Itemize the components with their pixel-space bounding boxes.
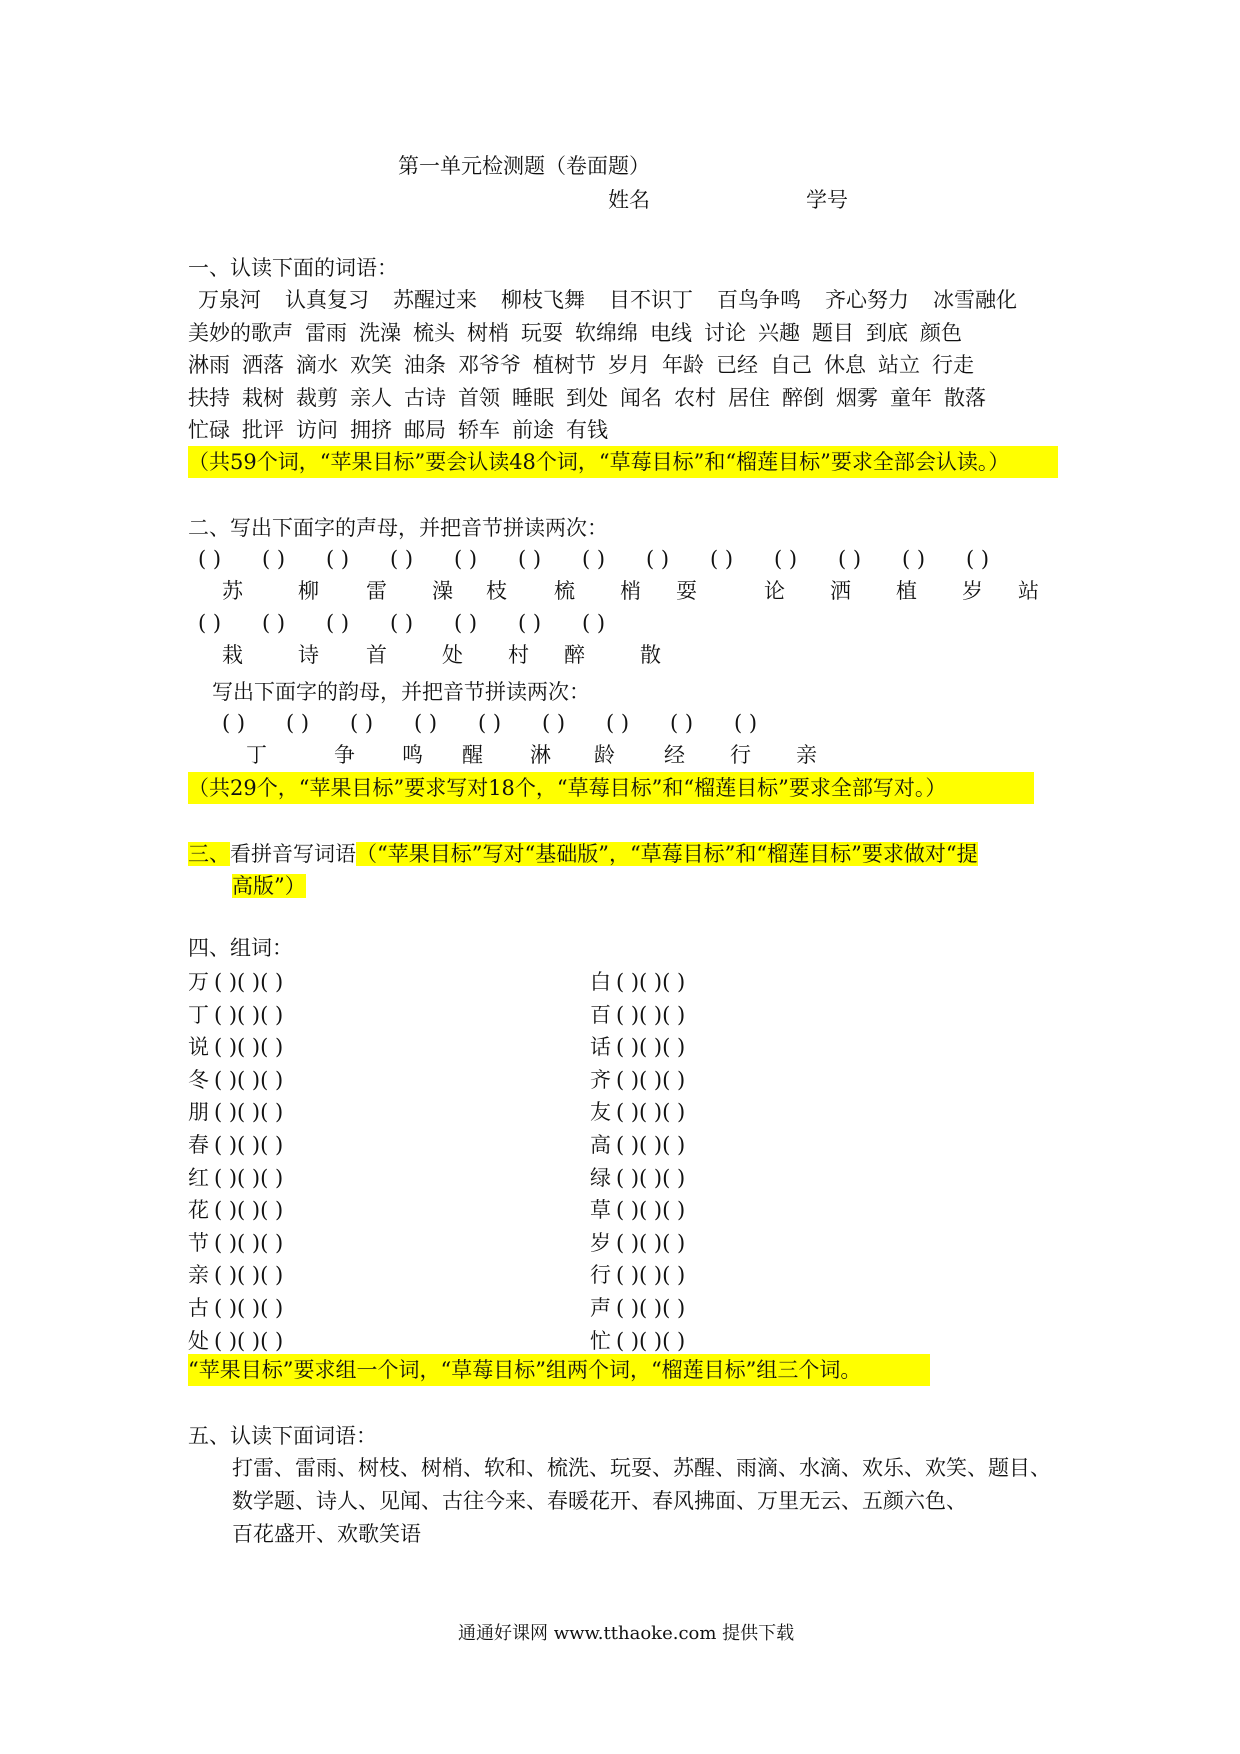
- word-item: 扶持: [188, 386, 230, 410]
- target-character: 枝: [486, 579, 507, 603]
- word-group-row: [0, 1031, 800, 1063]
- base-character: 忙: [590, 1328, 611, 1353]
- word-group-row: [0, 1292, 800, 1324]
- base-character: 百: [590, 1002, 611, 1027]
- target-character: 耍: [676, 579, 697, 603]
- base-character: 古: [188, 1296, 209, 1320]
- word-item: 齐心努力: [825, 288, 909, 312]
- word-item: 裁剪: [296, 386, 338, 410]
- section-5-line-3: 百花盛开、欢歌笑语: [232, 1522, 421, 1546]
- pinyin-bracket[interactable]: ( ): [262, 611, 286, 635]
- word-item: 软绵绵: [575, 321, 638, 345]
- name-label: 姓名: [608, 188, 650, 212]
- base-character: 岁: [590, 1230, 611, 1255]
- target-character: 散: [640, 643, 661, 667]
- pinyin-bracket[interactable]: ( ): [326, 547, 350, 571]
- page-footer: 通通好课网 www.tthaoke.com 提供下载: [458, 1623, 795, 1644]
- target-character: 丁: [246, 743, 267, 767]
- pinyin-bracket[interactable]: ( ): [286, 711, 310, 735]
- base-character: 亲: [188, 1263, 209, 1288]
- word-group-row: [0, 1227, 800, 1259]
- word-item: 目不识丁: [609, 288, 693, 312]
- answer-brackets[interactable]: ( )( )( ): [214, 1328, 284, 1353]
- section-3-note-line2: 高版”）: [232, 874, 306, 898]
- word-item: 睡眠: [512, 386, 554, 410]
- target-character: 诗: [298, 643, 319, 667]
- word-item: 认真复习: [285, 288, 369, 312]
- target-character: 岁: [962, 579, 983, 603]
- section-4-heading: 四、组词：: [188, 936, 293, 960]
- answer-brackets[interactable]: ( )( )( ): [214, 1296, 284, 1320]
- section-3-note-line1: （“苹果目标”写对“基础版”，“草莓目标”和“榴莲目标”要求做对“提: [356, 842, 978, 866]
- word-item: 植树节: [533, 353, 596, 377]
- word-item: 烟雾: [836, 386, 878, 410]
- pinyin-bracket[interactable]: ( ): [582, 547, 606, 571]
- target-character: 淋: [530, 743, 551, 767]
- answer-brackets[interactable]: ( )( )( ): [616, 1002, 686, 1027]
- word-item: 批评: [242, 418, 284, 442]
- section-1-note: （共59个词，“苹果目标”要会认读48个词，“草莓目标”和“榴莲目标”要求全部会认读。）: [188, 446, 1058, 478]
- word-item: 欢笑: [350, 353, 392, 377]
- word-item: 到底: [866, 321, 908, 345]
- base-character: 绿: [590, 1165, 611, 1190]
- word-item: 淋雨: [188, 353, 230, 377]
- target-character: 处: [442, 643, 463, 667]
- word-item: 梳头: [413, 321, 455, 345]
- target-character: 柳: [298, 579, 319, 603]
- pinyin-bracket[interactable]: ( ): [518, 611, 542, 635]
- target-character: 龄: [594, 743, 615, 767]
- answer-brackets[interactable]: ( )( )( ): [616, 1100, 686, 1125]
- word-group-row: [0, 1129, 800, 1161]
- target-character: 首: [366, 643, 387, 667]
- answer-brackets[interactable]: ( )( )( ): [616, 1230, 686, 1255]
- section-2-heading: 二、写出下面字的声母，并把音节拼读两次：: [188, 516, 608, 540]
- target-character: 醉: [564, 643, 585, 667]
- section-5-line-2: 数学题、诗人、见闻、古往今来、春暖花开、春风拂面、万里无云、五颜六色、: [232, 1489, 967, 1513]
- word-item: 首领: [458, 386, 500, 410]
- word-item: 拥挤: [350, 418, 392, 442]
- target-character: 醒: [462, 743, 483, 767]
- word-item: 闻名: [620, 386, 662, 410]
- section-3-note-line2-wrap: [232, 870, 306, 902]
- word-item: 到处: [566, 386, 608, 410]
- word-item: 滴水: [296, 353, 338, 377]
- base-character: 齐: [590, 1067, 611, 1092]
- pinyin-bracket[interactable]: ( ): [838, 547, 862, 571]
- base-character: 行: [590, 1263, 611, 1288]
- word-item: 苏醒过来: [393, 288, 477, 312]
- word-item: 站立: [878, 353, 920, 377]
- word-group-row: [0, 966, 800, 998]
- section-5-heading: 五、认读下面词语：: [188, 1424, 377, 1448]
- word-item: 百鸟争鸣: [717, 288, 801, 312]
- word-item: 有钱: [566, 418, 608, 442]
- section-1-line: [198, 284, 1041, 316]
- word-item: 自己: [770, 353, 812, 377]
- target-character: 争: [334, 743, 355, 767]
- answer-brackets[interactable]: ( )( )( ): [214, 1133, 284, 1157]
- base-character: 友: [590, 1100, 611, 1125]
- pinyin-bracket[interactable]: ( ): [222, 711, 246, 735]
- pinyin-bracket[interactable]: ( ): [902, 547, 926, 571]
- pinyin-bracket[interactable]: ( ): [478, 711, 502, 735]
- word-group-row: [0, 1064, 800, 1096]
- answer-brackets[interactable]: ( )( )( ): [616, 1296, 686, 1320]
- target-character: 洒: [830, 579, 851, 603]
- pinyin-bracket[interactable]: ( ): [198, 611, 222, 635]
- word-item: 农村: [674, 386, 716, 410]
- pinyin-bracket[interactable]: ( ): [454, 547, 478, 571]
- section-1-heading: 一、认读下面的词语：: [188, 256, 398, 280]
- target-character: 论: [764, 579, 785, 603]
- base-character: 白: [590, 970, 611, 994]
- target-character: 栽: [222, 643, 243, 667]
- pinyin-bracket[interactable]: ( ): [518, 547, 542, 571]
- section-1-line: [188, 382, 998, 414]
- pinyin-bracket[interactable]: ( ): [326, 611, 350, 635]
- section-2-note: （共29个，“苹果目标”要求写对18个，“草莓目标”和“榴莲目标”要求全部写对。）: [188, 772, 1034, 804]
- target-character: 梳: [554, 579, 575, 603]
- target-character: 站: [1018, 579, 1039, 603]
- answer-brackets[interactable]: ( )( )( ): [214, 1263, 284, 1288]
- base-character: 节: [188, 1230, 209, 1255]
- answer-brackets[interactable]: ( )( )( ): [616, 1198, 686, 1223]
- word-item: 忙碌: [188, 418, 230, 442]
- section-3-title: 看拼音写词语: [230, 842, 356, 866]
- target-character: 鸣: [402, 743, 423, 767]
- answer-brackets[interactable]: ( )( )( ): [214, 1165, 284, 1190]
- answer-brackets[interactable]: ( )( )( ): [214, 1067, 284, 1092]
- word-item: 醉倒: [782, 386, 824, 410]
- word-item: 已经: [716, 353, 758, 377]
- section-5-line-1: 打雷、雷雨、树枝、树梢、软和、梳洗、玩耍、苏醒、雨滴、水滴、欢乐、欢笑、题目、: [232, 1456, 1051, 1480]
- word-group-row: [0, 1096, 800, 1128]
- base-character: 朋: [188, 1100, 209, 1125]
- base-character: 说: [188, 1035, 209, 1060]
- pinyin-bracket[interactable]: ( ): [606, 711, 630, 735]
- answer-brackets[interactable]: ( )( )( ): [616, 1165, 686, 1190]
- answer-brackets[interactable]: ( )( )( ): [616, 1328, 686, 1353]
- base-character: 处: [188, 1328, 209, 1353]
- answer-brackets[interactable]: ( )( )( ): [214, 1100, 284, 1125]
- base-character: 丁: [188, 1002, 209, 1027]
- pinyin-bracket[interactable]: ( ): [198, 547, 222, 571]
- answer-brackets[interactable]: ( )( )( ): [214, 970, 284, 994]
- pinyin-bracket[interactable]: ( ): [710, 547, 734, 571]
- word-item: 休息: [824, 353, 866, 377]
- word-item: 油条: [404, 353, 446, 377]
- word-item: 散落: [944, 386, 986, 410]
- section-3-number: 三、: [188, 842, 230, 866]
- pinyin-bracket[interactable]: ( ): [390, 547, 414, 571]
- section-1-line: [188, 317, 974, 349]
- word-item: 冰雪融化: [933, 288, 1017, 312]
- base-character: 花: [188, 1198, 209, 1223]
- word-item: 亲人: [350, 386, 392, 410]
- answer-brackets[interactable]: ( )( )( ): [214, 1198, 284, 1223]
- base-character: 冬: [188, 1067, 209, 1092]
- word-item: 美妙的歌声: [188, 321, 293, 345]
- answer-brackets[interactable]: ( )( )( ): [616, 1263, 686, 1288]
- word-group-row: [0, 999, 800, 1031]
- target-character: 澡: [432, 579, 453, 603]
- section-1-line: [188, 414, 620, 446]
- target-character: 雷: [366, 579, 387, 603]
- word-item: 居住: [728, 386, 770, 410]
- word-item: 邓爷爷: [458, 353, 521, 377]
- pinyin-bracket[interactable]: ( ): [582, 611, 606, 635]
- section-4-note: “苹果目标”要求组一个词，“草莓目标”组两个词，“榴莲目标”组三个词。: [188, 1354, 930, 1386]
- word-item: 兴趣: [758, 321, 800, 345]
- pinyin-bracket[interactable]: ( ): [774, 547, 798, 571]
- answer-brackets[interactable]: ( )( )( ): [616, 970, 686, 994]
- word-item: 童年: [890, 386, 932, 410]
- pinyin-bracket[interactable]: ( ): [262, 547, 286, 571]
- pinyin-bracket[interactable]: ( ): [414, 711, 438, 735]
- word-item: 树梢: [467, 321, 509, 345]
- base-character: 话: [590, 1035, 611, 1060]
- pinyin-bracket[interactable]: ( ): [350, 711, 374, 735]
- section-2-subheading: 写出下面字的韵母，并把音节拼读两次：: [212, 680, 590, 704]
- answer-brackets[interactable]: ( )( )( ): [616, 1067, 686, 1092]
- word-item: 柳枝飞舞: [501, 288, 585, 312]
- word-item: 洒落: [242, 353, 284, 377]
- word-item: 前途: [512, 418, 554, 442]
- pinyin-bracket[interactable]: ( ): [734, 711, 758, 735]
- id-label: 学号: [806, 188, 848, 212]
- word-group-row: [0, 1259, 800, 1291]
- word-group-row: [0, 1194, 800, 1226]
- word-item: 行走: [932, 353, 974, 377]
- word-item: 洗澡: [359, 321, 401, 345]
- word-item: 栽树: [242, 386, 284, 410]
- base-character: 春: [188, 1133, 209, 1157]
- target-character: 苏: [222, 579, 243, 603]
- base-character: 声: [590, 1296, 611, 1320]
- answer-brackets[interactable]: ( )( )( ): [214, 1230, 284, 1255]
- base-character: 高: [590, 1133, 611, 1157]
- target-character: 亲: [796, 743, 817, 767]
- word-item: 年龄: [662, 353, 704, 377]
- word-group-row: [0, 1325, 800, 1357]
- pinyin-bracket[interactable]: ( ): [966, 547, 990, 571]
- section-3-heading: [188, 838, 978, 870]
- pinyin-bracket[interactable]: ( ): [646, 547, 670, 571]
- base-character: 万: [188, 970, 209, 994]
- word-item: 邮局: [404, 418, 446, 442]
- word-item: 岁月: [608, 353, 650, 377]
- word-item: 讨论: [704, 321, 746, 345]
- target-character: 植: [896, 579, 917, 603]
- pinyin-bracket[interactable]: ( ): [454, 611, 478, 635]
- target-character: 行: [730, 743, 751, 767]
- answer-brackets[interactable]: ( )( )( ): [214, 1035, 284, 1060]
- word-group-row: [0, 1162, 800, 1194]
- pinyin-bracket[interactable]: ( ): [542, 711, 566, 735]
- target-character: 村: [508, 643, 529, 667]
- word-item: 雷雨: [305, 321, 347, 345]
- word-item: 万泉河: [198, 288, 261, 312]
- word-item: 电线: [650, 321, 692, 345]
- word-item: 访问: [296, 418, 338, 442]
- answer-brackets[interactable]: ( )( )( ): [214, 1002, 284, 1027]
- word-item: 题目: [812, 321, 854, 345]
- word-item: 轿车: [458, 418, 500, 442]
- target-character: 经: [664, 743, 685, 767]
- section-1-line: [188, 349, 986, 381]
- pinyin-bracket[interactable]: ( ): [670, 711, 694, 735]
- word-item: 玩耍: [521, 321, 563, 345]
- page-title: 第一单元检测题（卷面题）: [398, 154, 650, 178]
- base-character: 红: [188, 1165, 209, 1190]
- answer-brackets[interactable]: ( )( )( ): [616, 1133, 686, 1157]
- word-item: 古诗: [404, 386, 446, 410]
- base-character: 草: [590, 1198, 611, 1223]
- word-item: 颜色: [920, 321, 962, 345]
- pinyin-bracket[interactable]: ( ): [390, 611, 414, 635]
- target-character: 梢: [620, 579, 641, 603]
- answer-brackets[interactable]: ( )( )( ): [616, 1035, 686, 1060]
